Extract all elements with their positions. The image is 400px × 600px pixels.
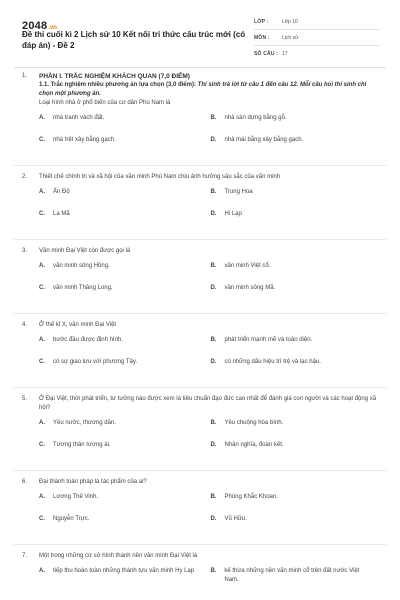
option-text: nhà mái bằng xây bằng gạch. — [224, 137, 304, 143]
meta-row — [254, 46, 380, 61]
instruction-prefix: 1.1. Trắc nghiệm nhiều phương án lựa chọn (3,0 điểm): — [39, 82, 198, 88]
option-letter: A. — [39, 420, 45, 426]
exam-title: Đề thi cuối kì 2 Lịch sử 10 Kết nối tri thức cấu trúc mới (có đáp án) - Đề 2 — [22, 30, 246, 50]
answer-option[interactable] — [211, 114, 383, 136]
option-letter: C. — [39, 211, 45, 217]
option-text: có sự giao lưu với phương Tây. — [53, 359, 138, 365]
option-text: Yêu nước, thương dân. — [53, 420, 116, 426]
option-text: Vũ Hữu. — [224, 516, 247, 522]
answer-options — [39, 567, 382, 589]
option-letter: B. — [210, 568, 217, 574]
option-text: Lương Thế Vinh. — [53, 494, 99, 500]
option-letter: D. — [210, 359, 217, 365]
question-number: 1. — [22, 73, 28, 79]
option-text: bước đầu được định hình. — [53, 337, 123, 343]
option-text: phát triển mạnh mẽ và toàn diện. — [224, 337, 313, 343]
spacer — [0, 471, 400, 478]
question-text: Ở thế kỉ X, văn minh Đại Việt — [39, 322, 117, 328]
header — [0, 0, 400, 66]
option-letter: B. — [210, 420, 217, 426]
answer-option[interactable] — [39, 262, 211, 284]
answer-option[interactable] — [39, 567, 211, 589]
spacer — [0, 537, 400, 544]
meta-row — [254, 30, 380, 46]
option-text: có những dấu hiệu trì trệ và lạc hậu. — [224, 359, 321, 365]
question-block — [0, 552, 400, 589]
option-text: kế thừa những nền văn minh cổ trên đất nước Việt Nam. — [224, 568, 360, 583]
option-letter: D. — [210, 211, 217, 217]
answer-option[interactable] — [39, 441, 211, 463]
question-text: Đại thành toán pháp là tác phẩm của ai? — [39, 479, 147, 485]
question-text: Một trong những cơ sở hình thành nền văn minh Đại Việt là — [39, 553, 198, 559]
option-letter: C. — [39, 359, 45, 365]
spacer — [0, 232, 400, 239]
answer-option[interactable] — [211, 358, 383, 380]
answer-option[interactable] — [39, 114, 211, 136]
option-text: Hi Lạp — [224, 211, 242, 217]
option-letter: C. — [39, 137, 45, 143]
option-letter: B. — [210, 337, 217, 343]
question-block — [0, 395, 400, 463]
option-letter: B. — [210, 115, 217, 121]
question-block — [0, 72, 400, 158]
header-divider — [14, 67, 386, 68]
option-letter: D. — [210, 137, 217, 143]
answer-options — [39, 262, 382, 306]
question-text: Văn minh Đại Việt còn được gọi là — [39, 248, 131, 254]
answer-options — [39, 336, 382, 380]
question-number: 5. — [22, 396, 28, 402]
question-block — [0, 321, 400, 380]
answer-option[interactable] — [211, 336, 383, 358]
answer-option[interactable] — [39, 136, 211, 158]
meta-label: MÔN : — [254, 34, 270, 41]
meta-value: 17 — [282, 50, 288, 57]
answer-options — [39, 188, 382, 232]
spacer — [0, 306, 400, 313]
answer-options — [39, 493, 382, 537]
option-letter: A. — [39, 115, 45, 121]
question-text: Thiết chế chính trị và xã hội của văn minh Phù Nam chịu ảnh hưởng sâu sắc của văn minh — [39, 174, 281, 180]
option-letter: B. — [210, 494, 217, 500]
exam-meta — [254, 14, 380, 61]
answer-option[interactable] — [211, 515, 383, 537]
spacer — [0, 388, 400, 395]
option-letter: D. — [210, 442, 217, 448]
option-text: Tương thân tương ái. — [53, 442, 111, 448]
instruction-italic: Thí sinh trả lời từ câu 1 đến câu 12. Mỗi câu hỏi thí sinh chỉ chọn một phương án. — [39, 82, 367, 97]
answer-option[interactable] — [211, 188, 383, 210]
spacer — [0, 314, 400, 321]
spacer — [0, 463, 400, 470]
option-letter: B. — [210, 189, 217, 195]
option-text: nhà trệt xây bằng gạch. — [53, 137, 116, 143]
answer-option[interactable] — [211, 284, 383, 306]
answer-option[interactable] — [211, 136, 383, 158]
question-number: 6. — [22, 479, 28, 485]
meta-label: LỚP : — [254, 18, 269, 25]
logo-suffix: .vn — [48, 25, 57, 31]
option-text: Nguyễn Trực. — [53, 516, 90, 522]
logo-text: 2048 — [22, 20, 48, 32]
option-text: Yêu chuộng hòa bình. — [224, 420, 284, 426]
spacer — [0, 240, 400, 247]
meta-label: SỐ CÂU : — [254, 50, 279, 57]
answer-options — [39, 419, 382, 463]
section-instruction — [39, 81, 382, 99]
answer-option[interactable] — [39, 419, 211, 441]
question-list — [0, 72, 400, 596]
option-text: nhà sàn dựng bằng gỗ. — [224, 115, 287, 121]
option-letter: A. — [39, 494, 45, 500]
answer-option[interactable] — [211, 567, 383, 589]
spacer — [0, 380, 400, 387]
option-text: Phùng Khắc Khoan. — [224, 494, 278, 500]
question-number: 3. — [22, 248, 28, 254]
answer-option[interactable] — [39, 284, 211, 306]
option-letter: C. — [39, 442, 45, 448]
meta-row — [254, 14, 380, 30]
spacer — [0, 589, 400, 596]
option-letter: A. — [39, 568, 45, 574]
spacer — [0, 166, 400, 173]
question-number: 4. — [22, 322, 28, 328]
option-text: tiếp thu hoàn toàn những thành tựu văn minh Hy Lạp — [53, 568, 195, 574]
answer-option[interactable] — [211, 493, 383, 515]
option-letter: A. — [39, 263, 45, 269]
option-text: văn minh sông Mã. — [224, 285, 276, 291]
option-letter: B. — [210, 263, 217, 269]
meta-value: Lớp 10 — [282, 18, 298, 25]
option-letter: C. — [39, 285, 45, 291]
option-text: Trung Hoa — [224, 189, 253, 195]
question-block — [0, 247, 400, 306]
question-block — [0, 478, 400, 537]
answer-option[interactable] — [39, 493, 211, 515]
option-text: nhà tranh vách đất. — [53, 115, 105, 121]
option-letter: D. — [210, 285, 217, 291]
question-text: Ở Đại Việt, thời phát triển, tư tưởng nào được xem là tiêu chuẩn đạo đức cao nhất để đánh giá con người và các hoạt động xã hội? — [39, 396, 377, 411]
option-letter: A. — [39, 189, 45, 195]
option-letter: A. — [39, 337, 45, 343]
option-letter: D. — [210, 516, 217, 522]
answer-options — [39, 114, 382, 158]
answer-option[interactable] — [211, 441, 383, 463]
option-text: La Mã — [53, 211, 70, 217]
answer-option[interactable] — [39, 210, 211, 232]
spacer — [0, 545, 400, 552]
option-text: Ấn Độ — [53, 189, 70, 195]
question-number: 2. — [22, 174, 28, 180]
option-text: văn minh Thăng Long. — [53, 285, 113, 291]
option-text: văn minh sông Hồng. — [53, 263, 110, 269]
section-heading: PHẦN I. TRẮC NGHIỆM KHÁCH QUAN (7,0 ĐIỂM) — [39, 73, 190, 80]
answer-option[interactable] — [39, 515, 211, 537]
question-block — [0, 173, 400, 232]
answer-option[interactable] — [39, 358, 211, 380]
option-text: Nhân nghĩa, đoàn kết. — [224, 442, 284, 448]
option-letter: C. — [39, 516, 45, 522]
answer-option[interactable] — [39, 188, 211, 210]
question-text: Loại hình nhà ở phổ biến của cư dân Phù Nam là — [39, 100, 171, 106]
spacer — [0, 158, 400, 165]
answer-option[interactable] — [211, 262, 383, 284]
option-text: văn minh Việt cổ. — [224, 263, 271, 269]
answer-option[interactable] — [39, 336, 211, 358]
question-number: 7. — [22, 553, 28, 559]
meta-value: Lịch sử — [282, 34, 299, 41]
answer-option[interactable] — [211, 210, 383, 232]
answer-option[interactable] — [211, 419, 383, 441]
